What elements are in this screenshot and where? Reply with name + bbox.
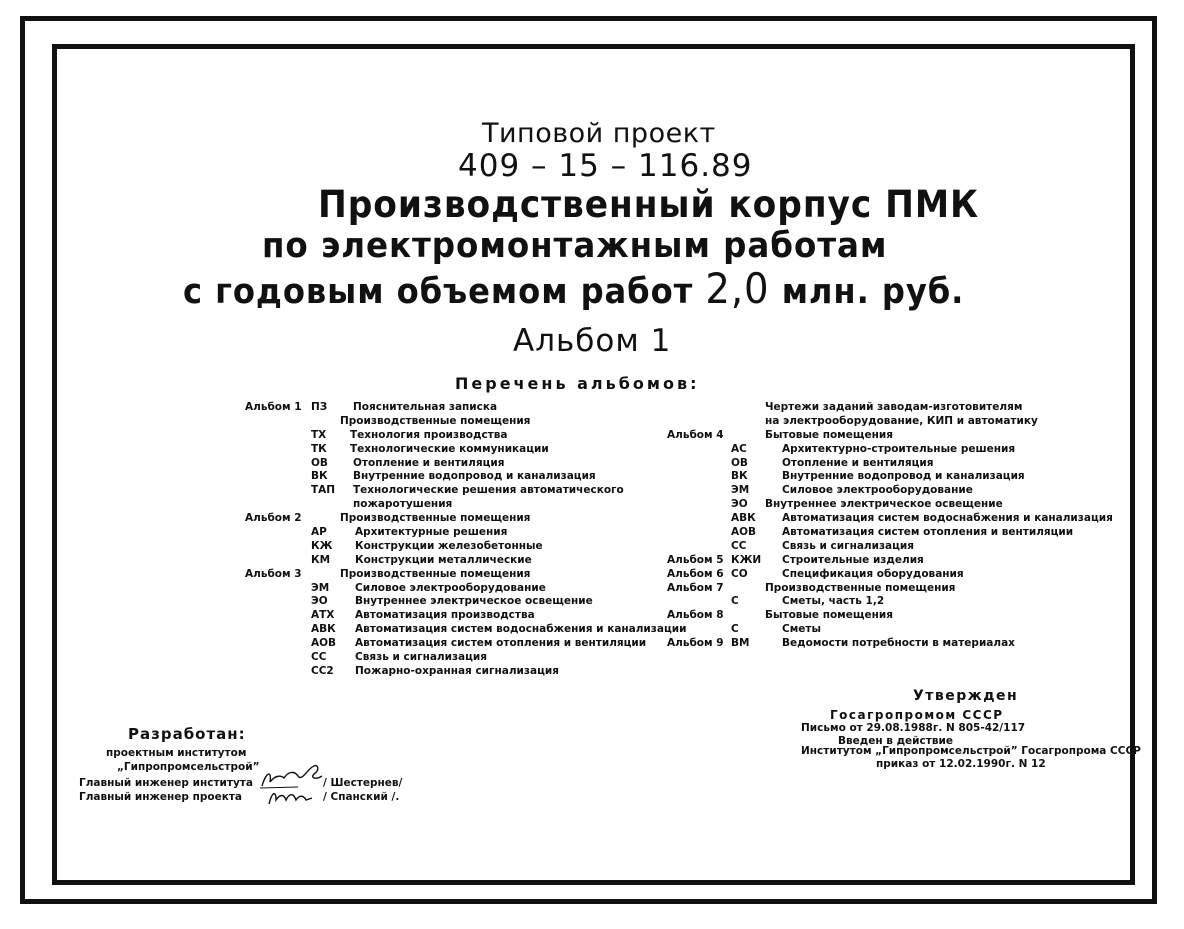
developed-title: Разработан:: [128, 725, 246, 743]
list-item: ЭО Внутреннее электрическое освещение: [311, 595, 593, 608]
signer-name-2: / Спанский /.: [323, 791, 400, 803]
list-item: С Сметы: [731, 623, 821, 636]
approved-line-3: Введен в действие: [838, 735, 953, 747]
list-item: ОВ Отопление и вентиляция: [311, 456, 505, 469]
list-item: СС Связь и сигнализация: [731, 539, 915, 552]
list-item: ЭМ Силовое электрооборудование: [731, 484, 973, 497]
title-line-2: по электромонтажным работам: [262, 226, 888, 266]
approved-line-4: Институтом „Гипропромсельстрой” Госагропрома СССР: [801, 745, 1141, 757]
list-item: ТК Технологические коммуникации: [311, 442, 549, 455]
album-number: Альбом 1: [513, 323, 672, 359]
list-item: Чертежи заданий заводам-изготовителям: [765, 401, 1023, 413]
list-item: ВК Внутренние водопровод и канализация: [311, 470, 596, 483]
list-item: КЖ Конструкции железобетонные: [311, 539, 543, 552]
title-line-1: Производственный корпус ПМК: [318, 183, 980, 226]
list-item: Альбом 3 Производственные помещения: [245, 567, 531, 580]
list-item: Альбом 5 КЖИ Строительные изделия: [667, 553, 924, 566]
list-item: АОВ Автоматизация систем отопления и вентиляции: [731, 526, 1074, 539]
list-item: ВК Внутренние водопровод и канализация: [731, 470, 1025, 483]
list-item: КМ Конструкции металлические: [311, 553, 532, 566]
signer-name-1: / Шестернев/: [323, 777, 403, 789]
list-item: АР Архитектурные решения: [311, 526, 508, 539]
approved-line-2: Письмо от 29.08.1988г. N 805-42/117: [801, 722, 1026, 734]
list-item: ОВ Отопление и вентиляция: [731, 456, 934, 469]
left-album-list: [245, 401, 687, 679]
list-item: пожаротушения: [353, 498, 453, 511]
developer-line-1: проектным институтом: [106, 747, 247, 759]
list-item: Альбом 6 СО Спецификация оборудования: [667, 567, 964, 580]
list-item: Альбом 8 Бытовые помещения: [667, 609, 893, 622]
approved-line-5: приказ от 12.02.1990г. N 12: [876, 758, 1046, 770]
list-title: Перечень альбомов:: [455, 374, 700, 393]
list-item: Альбом 1 ПЗ Пояснительная записка: [245, 401, 498, 413]
list-item: ЭМ Силовое электрооборудование: [311, 581, 546, 594]
title-line-3: с годовым объемом работ 2,0 млн. руб.: [183, 264, 965, 313]
list-item: АВК Автоматизация систем водоснабжения и канализации: [311, 623, 687, 636]
doc-type: Типовой проект: [482, 118, 716, 149]
chief-engineer-institute: Главный инженер института: [79, 777, 253, 789]
list-item: АВК Автоматизация систем водоснабжения и канализация: [731, 512, 1113, 525]
list-item: ЭО Внутреннее электрическое освещение: [731, 498, 1003, 511]
list-item: СС Связь и сигнализация: [311, 651, 488, 664]
list-item: Альбом 4 Бытовые помещения: [667, 428, 893, 441]
project-number: 409 – 15 – 116.89: [458, 148, 753, 184]
developer-line-2: „Гипропромсельстрой”: [117, 761, 260, 773]
list-item: Альбом 9 ВМ Ведомости потребности в материалах: [667, 637, 1015, 650]
signature-2-icon: [266, 786, 314, 808]
chief-engineer-project: Главный инженер проекта: [79, 791, 243, 803]
list-item: Альбом 2 Производственные помещения: [245, 512, 531, 525]
right-album-list: [667, 401, 1113, 651]
list-item: АТХ Автоматизация производства: [311, 609, 535, 622]
list-item: ТАП Технологические решения автоматического: [311, 484, 624, 497]
list-item: СС2 Пожарно-охранная сигнализация: [311, 664, 559, 677]
approved-line-1: Госагропромом СССР: [830, 708, 1004, 722]
list-item: АОВ Автоматизация систем отопления и вентиляции: [311, 637, 647, 650]
capacity-value: 2,0: [705, 264, 770, 313]
list-item: ТХ Технология производства: [311, 428, 508, 441]
list-item: на электрооборудование, КИП и автоматику: [765, 414, 1038, 427]
list-item: Альбом 7 Производственные помещения: [667, 581, 956, 594]
list-item: АС Архитектурно-строительные решения: [731, 442, 1016, 455]
list-item: Производственные помещения: [340, 414, 531, 427]
list-item: С Сметы, часть 1,2: [731, 595, 885, 608]
approved-title: Утвержден: [913, 688, 1019, 704]
